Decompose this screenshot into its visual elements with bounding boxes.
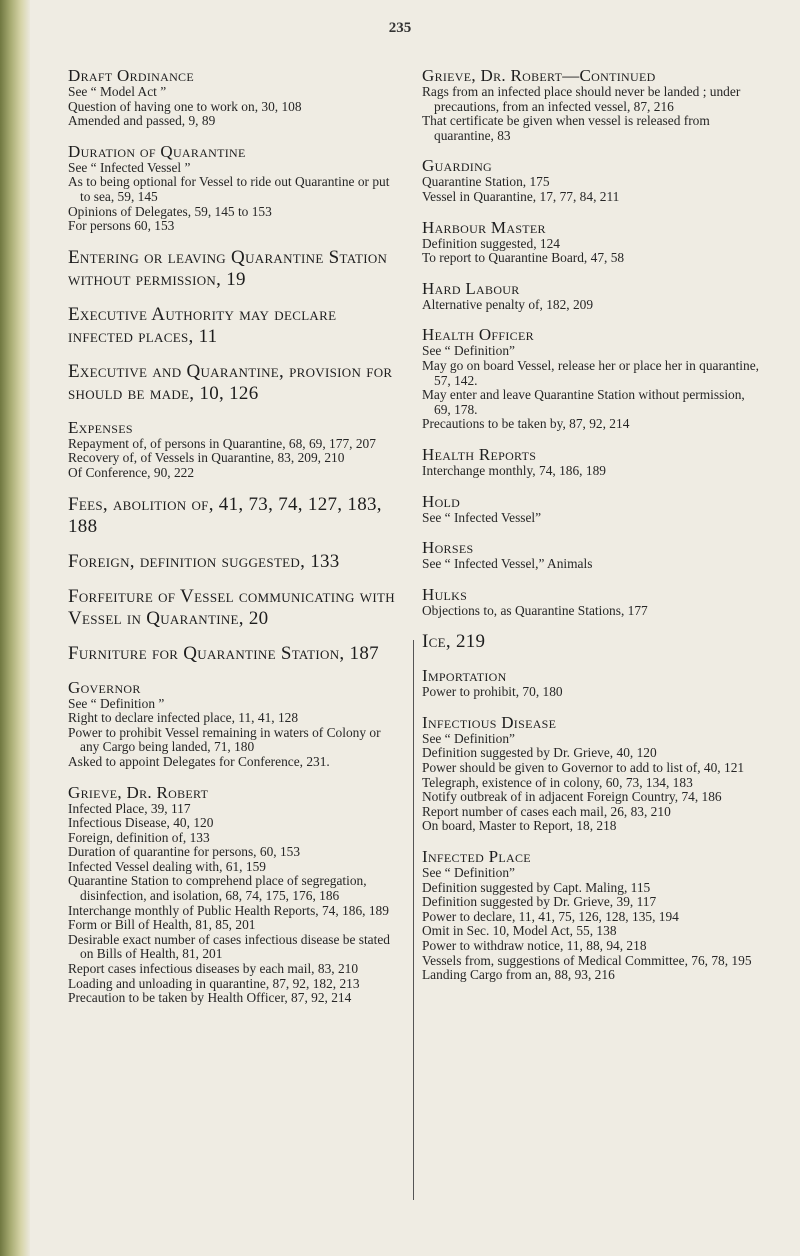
index-heading: Duration of Quarantine <box>68 141 246 161</box>
index-subentry: Definition suggested by Capt. Maling, 115 <box>422 879 651 895</box>
index-subentry: Vessel in Quarantine, 17, 77, 84, 211 <box>422 188 620 204</box>
index-entry <box>68 361 402 405</box>
index-subentry: Definition suggested by Dr. Grieve, 40, 120 <box>422 745 657 761</box>
index-entry <box>68 551 402 573</box>
index-heading: Grieve, Dr. Robert—Continued <box>422 66 656 85</box>
column-divider <box>413 640 414 1200</box>
index-subentry: Precautions to be taken by, 87, 92, 214 <box>422 416 630 432</box>
index-entry <box>422 585 760 619</box>
index-column-right <box>422 66 760 996</box>
index-subentry: Of Conference, 90, 222 <box>68 464 195 480</box>
index-entry <box>68 678 402 770</box>
index-subentry: Right to declare infected place, 11, 41, 128 <box>68 710 299 726</box>
index-entry <box>422 847 760 983</box>
index-subentry: Power should be given to Governor to add to list of, 40, 121 <box>422 760 745 776</box>
index-entry <box>68 247 402 291</box>
index-subentry: Repayment of, of persons in Quarantine, 68, 69, 177, 207 <box>68 435 376 451</box>
index-heading: Executive Authority may declare infected places, 11 <box>68 303 337 347</box>
index-subentry: As to being optional for Vessel to ride out Quarantine or put to sea, 59, 145 <box>68 174 390 204</box>
index-entry <box>68 586 402 630</box>
index-heading: Health Officer <box>422 325 534 345</box>
index-subentry: Definition suggested, 124 <box>422 235 560 251</box>
index-entry <box>68 142 402 234</box>
index-heading: Forfeiture of Vessel communicating with Vessel in Quarantine, 20 <box>68 585 395 629</box>
index-subentry: Objections to, as Quarantine Stations, 177 <box>422 602 648 618</box>
index-heading: Guarding <box>422 156 493 176</box>
index-subentry: Interchange monthly of Public Health Reports, 74, 186, 189 <box>68 902 389 918</box>
index-entry <box>422 156 760 204</box>
index-entry <box>422 445 760 479</box>
index-heading: Fees, abolition of, 41, 73, 74, 127, 183, 188 <box>68 493 382 537</box>
index-heading: Hold <box>422 491 461 511</box>
index-subentry: See “ Infected Vessel,” Animals <box>422 556 593 572</box>
index-subentry: Form or Bill of Health, 81, 85, 201 <box>68 917 256 933</box>
index-subentry: Amended and passed, 9, 89 <box>68 113 216 129</box>
index-heading: Infectious Disease <box>422 712 557 732</box>
index-subentry: See “ Definition” <box>422 865 515 881</box>
index-subentry: May enter and leave Quarantine Station without permission, 69, 178. <box>422 387 745 417</box>
index-subentry: See “ Infected Vessel ” <box>68 159 191 175</box>
index-heading: Hulks <box>422 584 468 604</box>
index-subentry: Duration of quarantine for persons, 60, 153 <box>68 844 301 860</box>
index-subentry: Question of having one to work on, 30, 108 <box>68 98 302 114</box>
index-heading: Entering or leaving Quarantine Station without permission, 19 <box>68 246 388 290</box>
index-subentry: Telegraph, existence of in colony, 60, 73, 134, 183 <box>422 774 693 790</box>
index-subentry: Report cases infectious diseases by each mail, 83, 210 <box>68 961 359 977</box>
index-subentry: Asked to appoint Delegates for Conference, 231. <box>68 753 330 769</box>
index-subentry: That certificate be given when vessel is released from quarantine, 83 <box>422 113 710 143</box>
index-heading: Expenses <box>68 417 133 437</box>
index-subentry: Infected Place, 39, 117 <box>68 800 191 816</box>
index-subentry: Notify outbreak of in adjacent Foreign Country, 74, 186 <box>422 789 722 805</box>
index-subentry: Vessels from, suggestions of Medical Committee, 76, 78, 195 <box>422 952 752 968</box>
index-entry <box>422 492 760 526</box>
page-number: 235 <box>388 20 412 36</box>
index-subentry: Opinions of Delegates, 59, 145 to 153 <box>68 203 272 219</box>
index-subentry: See “ Definition” <box>422 343 515 359</box>
index-subentry: Power to declare, 11, 41, 75, 126, 128, 135, 194 <box>422 908 679 924</box>
index-heading: Infected Place <box>422 847 531 867</box>
index-subentry: Loading and unloading in quarantine, 87, 92, 182, 213 <box>68 975 360 991</box>
index-entry <box>422 325 760 432</box>
index-heading: Foreign, definition suggested, 133 <box>68 550 340 572</box>
index-entry <box>68 783 402 1006</box>
index-entry <box>68 494 402 538</box>
index-subentry: Power to withdraw notice, 11, 88, 94, 218 <box>422 938 647 953</box>
index-subentry: Rags from an infected place should never be landed ; under precautions, from an infected vessel, 87, 216 <box>422 84 741 114</box>
index-subentry: May go on board Vessel, release her or place her in quarantine, 57, 142. <box>422 357 759 388</box>
index-entry <box>422 631 760 653</box>
index-heading: Draft Ordinance <box>68 66 194 85</box>
index-subentry: Omit in Sec. 10, Model Act, 55, 138 <box>422 923 617 939</box>
index-heading: Ice, 219 <box>422 631 486 653</box>
index-entry <box>422 666 760 700</box>
index-subentry: See “ Infected Vessel” <box>422 509 542 525</box>
index-subentry: Landing Cargo from an, 88, 93, 216 <box>422 967 615 983</box>
index-subentry: Infected Vessel dealing with, 61, 159 <box>68 858 266 874</box>
index-subentry: Infectious Disease, 40, 120 <box>68 815 214 831</box>
index-subentry: See “ Definition ” <box>68 695 165 711</box>
index-subentry: Foreign, definition of, 133 <box>68 829 210 845</box>
index-column-left <box>68 66 402 1019</box>
page-binding-edge <box>0 0 30 1256</box>
index-entry <box>422 713 760 834</box>
index-heading: Furniture for Quarantine Station, 187 <box>68 642 379 664</box>
index-subentry: See “ Model Act ” <box>68 84 167 99</box>
index-heading: Harbour Master <box>422 217 546 237</box>
index-heading: Importation <box>422 666 507 686</box>
index-entry <box>422 218 760 266</box>
index-entry <box>68 418 402 481</box>
index-heading: Governor <box>68 677 141 697</box>
index-entry <box>68 66 402 129</box>
index-subentry: For persons 60, 153 <box>68 218 175 234</box>
index-entry <box>422 66 760 143</box>
index-subentry: Definition suggested by Dr. Grieve, 39, 117 <box>422 894 657 910</box>
index-subentry: Power to prohibit Vessel remaining in waters of Colony or any Cargo being landed, 71, 180 <box>68 724 381 755</box>
index-subentry: Alternative penalty of, 182, 209 <box>422 296 594 312</box>
index-subentry: See “ Definition” <box>422 730 515 746</box>
index-entry <box>422 538 760 572</box>
index-subentry: Recovery of, of Vessels in Quarantine, 83, 209, 210 <box>68 450 345 466</box>
index-subentry: Report number of cases each mail, 26, 83, 210 <box>422 803 671 819</box>
index-subentry: On board, Master to Report, 18, 218 <box>422 818 617 834</box>
index-subentry: Power to prohibit, 70, 180 <box>422 684 563 700</box>
index-entry <box>68 304 402 348</box>
index-heading: Hard Labour <box>422 278 520 298</box>
index-heading: Executive and Quarantine, provision for should be made, 10, 126 <box>68 360 393 404</box>
index-subentry: Desirable exact number of cases infectious disease be stated on Bills of Health, 81, 201 <box>68 931 390 962</box>
index-heading: Grieve, Dr. Robert <box>68 782 209 802</box>
index-entry <box>422 279 760 313</box>
index-subentry: Quarantine Station to comprehend place of segregation, disinfection, and isolation, 68, 74, 175, 176, 186 <box>68 873 367 904</box>
index-subentry: Interchange monthly, 74, 186, 189 <box>422 462 606 478</box>
index-subentry: Precaution to be taken by Health Officer, 87, 92, 214 <box>68 990 352 1006</box>
index-entry <box>68 643 402 665</box>
index-subentry: To report to Quarantine Board, 47, 58 <box>422 250 625 266</box>
index-heading: Horses <box>422 538 474 558</box>
index-subentry: Quarantine Station, 175 <box>422 174 550 190</box>
index-heading: Health Reports <box>422 444 537 464</box>
